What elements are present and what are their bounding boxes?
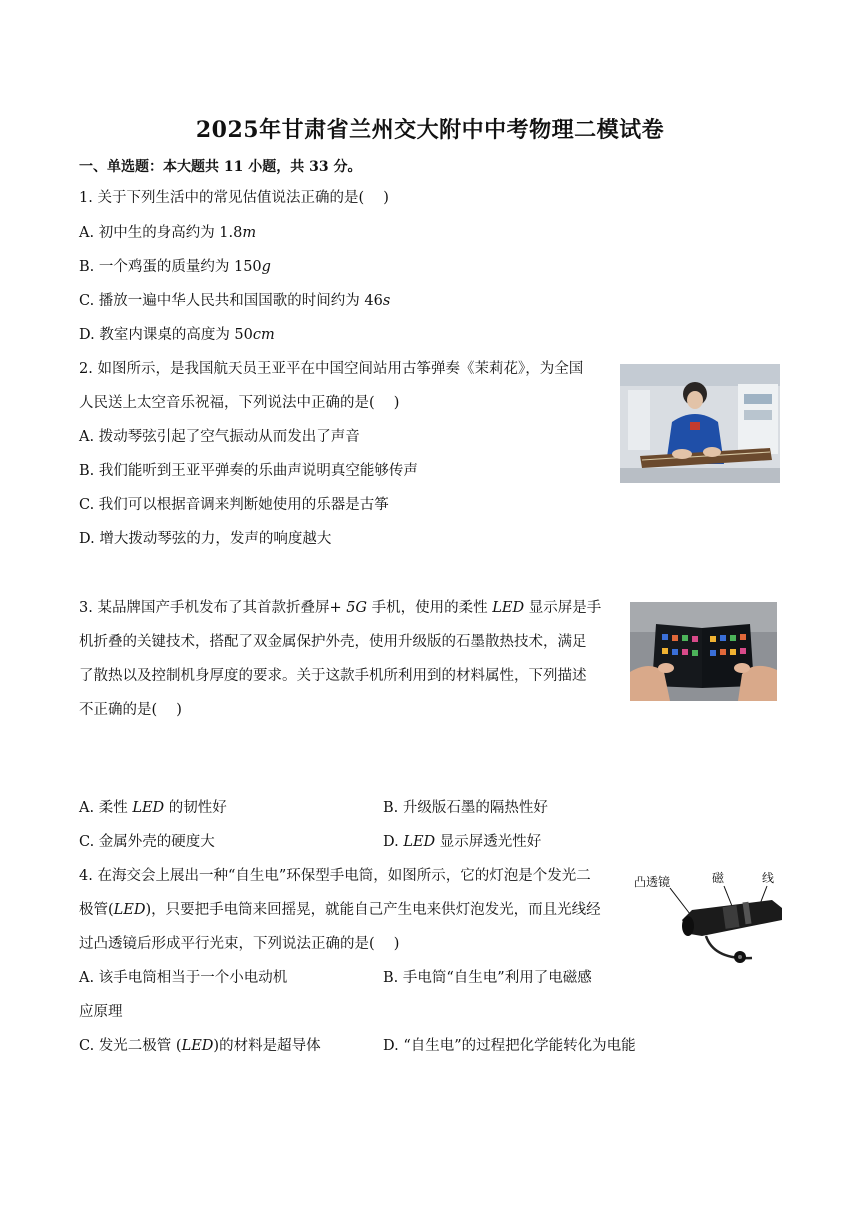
q2-option-b: B. 我们能听到王亚平弹奏的乐曲声说明真空能够传声 bbox=[79, 463, 418, 479]
q2-option-a: A. 拨动琴弦引起了空气振动从而发出了声音 bbox=[79, 429, 360, 445]
q3-option-c: C. 金属外壳的硬度大 bbox=[79, 834, 215, 850]
q3-option-d: D. LED 显示屏透光性好 bbox=[383, 834, 542, 850]
q4-stem-line3: 过凸透镜后形成平行光束，下列说法正确的是( ) bbox=[79, 936, 400, 952]
q4-option-b: B. 手电筒“自生电”利用了电磁感 bbox=[383, 970, 592, 986]
folding-phone-photo bbox=[630, 602, 777, 701]
section-heading: 一、单选题：本大题共 11 小题，共 33 分。 bbox=[79, 159, 362, 175]
q4-option-d: D. “自生电”的过程把化学能转化为电能 bbox=[383, 1038, 636, 1054]
q2-option-c: C. 我们可以根据音调来判断她使用的乐器是古筝 bbox=[79, 497, 389, 513]
magnet-label: 磁 bbox=[712, 871, 725, 885]
q4-option-b-continued: 应原理 bbox=[79, 1004, 123, 1020]
q1-option-c: C. 播放一遍中华人民共和国国歌的时间约为 46s bbox=[79, 293, 391, 309]
q4-option-a: A. 该手电筒相当于一个小电动机 bbox=[79, 970, 288, 986]
q2-stem-line2: 人民送上太空音乐祝福，下列说法中正确的是( ) bbox=[79, 395, 400, 411]
q3-stem-line4: 不正确的是( ) bbox=[79, 702, 182, 718]
q1-option-b: B. 一个鸡蛋的质量约为 150g bbox=[79, 259, 271, 275]
page-title: 2025年甘肃省兰州交大附中中考物理二模试卷 bbox=[195, 117, 665, 143]
q3-option-a: A. 柔性 LED 的韧性好 bbox=[79, 800, 227, 816]
q2-option-d: D. 增大拨动琴弦的力，发声的响度越大 bbox=[79, 531, 332, 547]
q3-stem-line2: 机折叠的关键技术，搭配了双金属保护外壳，使用升级版的石墨散热技术，满足 bbox=[79, 634, 587, 650]
q3-option-b: B. 升级版石墨的隔热性好 bbox=[383, 800, 548, 816]
q3-stem-line3: 了散热以及控制机身厚度的要求。关于这款手机所利用到的材料属性，下列描述 bbox=[79, 668, 587, 684]
coil-label: 线 bbox=[762, 871, 775, 885]
q4-stem-line2: 极管(LED)，只要把手电筒来回摇晃，就能自己产生电来供灯泡发光，而且光线经 bbox=[79, 902, 601, 918]
q2-stem-line1: 2. 如图所示，是我国航天员王亚平在中国空间站用古筝弹奏《茉莉花》，为全国 bbox=[79, 361, 584, 377]
lens-label: 凸透镜 bbox=[634, 875, 671, 889]
q1-stem: 1. 关于下列生活中的常见估值说法正确的是( ) bbox=[79, 190, 389, 206]
flashlight-figure bbox=[632, 862, 782, 972]
astronaut-guzheng-photo bbox=[620, 364, 780, 483]
q1-option-a: A. 初中生的身高约为 1.8m bbox=[79, 225, 257, 241]
q4-option-c: C. 发光二极管 (LED)的材料是超导体 bbox=[79, 1038, 321, 1054]
q1-option-d: D. 教室内课桌的高度为 50cm bbox=[79, 327, 275, 343]
q4-stem-line1: 4. 在海交会上展出一种“自生电”环保型手电筒，如图所示，它的灯泡是个发光二 bbox=[79, 868, 591, 884]
q3-stem-line1: 3. 某品牌国产手机发布了其首款折叠屏+ 5G 手机，使用的柔性 LED 显示屏是手 bbox=[79, 600, 602, 616]
